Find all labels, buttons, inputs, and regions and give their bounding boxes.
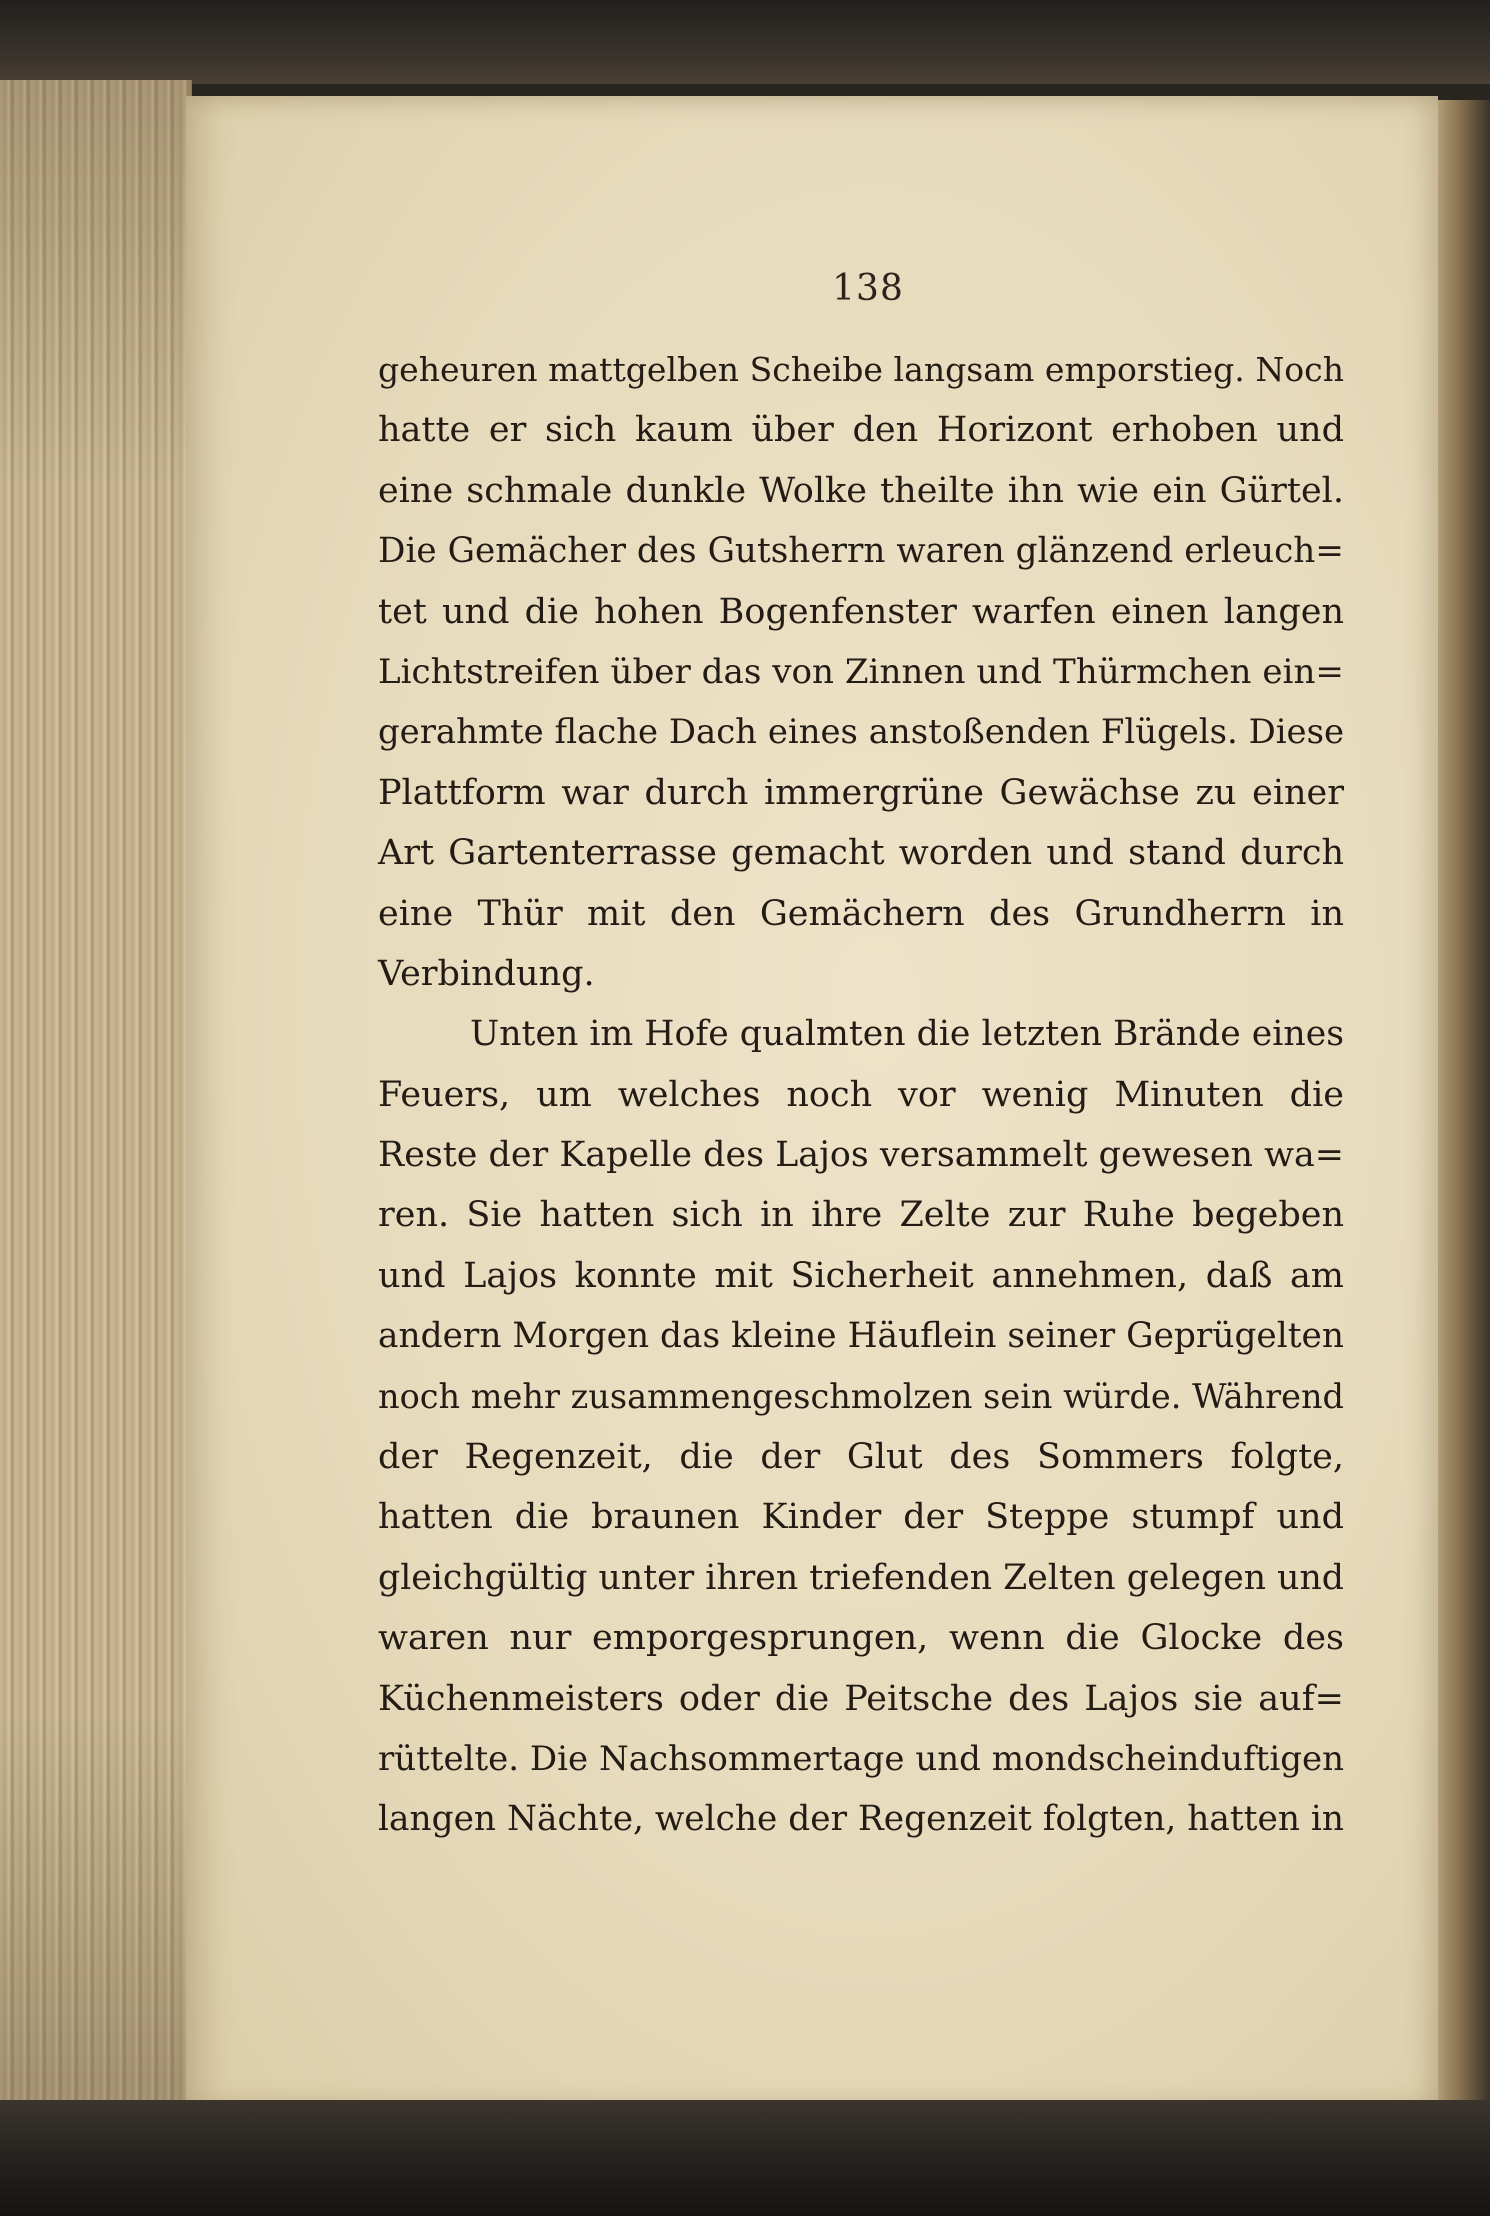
text-line: Unten im Hofe qualmten die letzten Brände eines	[470, 1014, 1344, 1055]
text-line: eine Thür mit den Gemächern des Grundherrn in	[378, 893, 1344, 934]
text-line: eine schmale dunkle Wolke theilte ihn wie ein Gürtel.	[378, 470, 1344, 511]
text-line: hatten die braunen Kinder der Steppe stumpf und	[378, 1497, 1344, 1538]
text-line: gleichgültig unter ihren triefenden Zelten gelegen und	[378, 1557, 1344, 1598]
text-line: hatte er sich kaum über den Horizont erhoben und	[378, 410, 1344, 451]
text-line: Küchenmeisters oder die Peitsche des Lajos sie auf=	[378, 1678, 1344, 1719]
text-line: langen Nächte, welche der Regenzeit folgten, hatten in	[378, 1799, 1344, 1840]
text-line: gerahmte flache Dach eines anstoßenden Flügels. Diese	[378, 712, 1344, 752]
book-cover-top	[0, 0, 1490, 84]
text-line: Reste der Kapelle des Lajos versammelt gewesen wa=	[378, 1135, 1344, 1176]
page-edges-left	[0, 80, 192, 2120]
text-line: Verbindung.	[378, 953, 595, 994]
text-line: ren. Sie hatten sich in ihre Zelte zur Ruhe begeben	[378, 1195, 1344, 1236]
text-line: tet und die hohen Bogenfenster warfen einen langen	[378, 591, 1344, 632]
text-line: geheuren mattgelben Scheibe langsam emporstieg. Noch	[378, 350, 1344, 389]
text-line: Feuers, um welches noch vor wenig Minuten die	[378, 1074, 1344, 1115]
text-line: Lichtstreifen über das von Zinnen und Thürmchen ein=	[378, 651, 1344, 692]
body-text	[378, 340, 1344, 1850]
book-cover-bottom	[0, 2100, 1490, 2216]
text-line: waren nur emporgesprungen, wenn die Glocke des	[378, 1618, 1344, 1659]
text-line: rüttelte. Die Nachsommertage und mondscheinduftigen	[378, 1738, 1344, 1779]
text-line: noch mehr zusammengeschmolzen sein würde. Während	[378, 1376, 1344, 1416]
text-line: Plattform war durch immergrüne Gewächse zu einer	[378, 772, 1344, 813]
text-line: Die Gemächer des Gutsherrn waren glänzend erleuch=	[378, 531, 1344, 572]
text-line: der Regenzeit, die der Glut des Sommers folgte,	[378, 1437, 1344, 1478]
page-edge-right	[1436, 100, 1490, 2110]
page-number: 138	[832, 268, 904, 309]
text-line: und Lajos konnte mit Sicherheit annehmen, daß am	[378, 1255, 1344, 1296]
text-line: andern Morgen das kleine Häuflein seiner Geprügelten	[378, 1316, 1344, 1357]
text-line: Art Gartenterrasse gemacht worden und stand durch	[378, 833, 1344, 874]
